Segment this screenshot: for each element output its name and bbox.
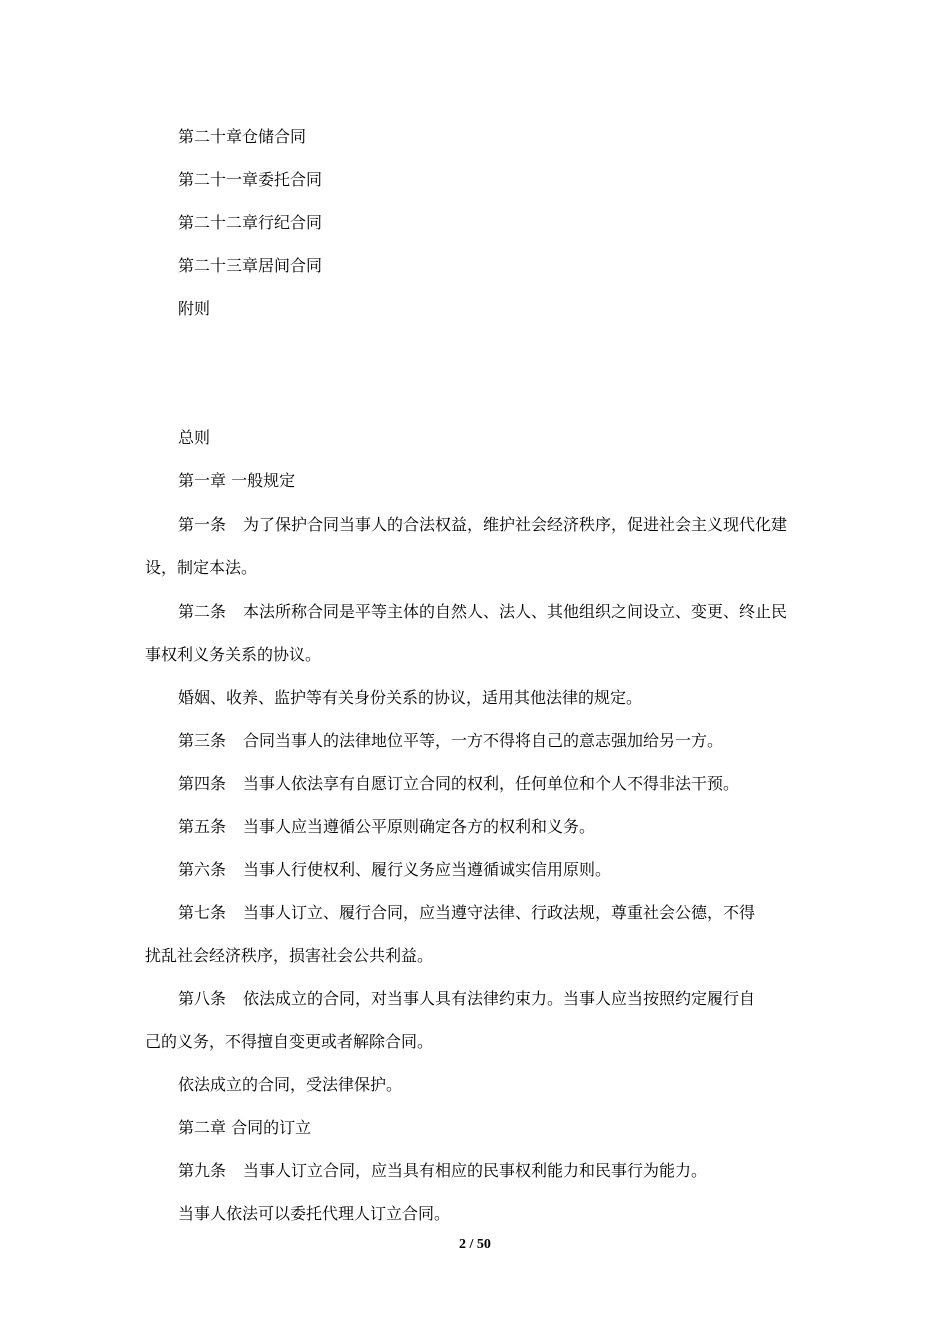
article-text: 为了保护合同当事人的合法权益，维护社会经济秩序，促进社会主义现代化建 [243,515,788,534]
article-5 [178,817,595,837]
article-text: 当事人应当遵循公平原则确定各方的权利和义务。 [243,817,596,836]
article-8-continuation: 己的义务，不得擅自变更或者解除合同。 [145,1032,434,1051]
article-text: 合同当事人的法律地位平等，一方不得将自己的意志强加给另一方。 [243,731,724,750]
article-text: 当事人订立、履行合同，应当遵守法律、行政法规，尊重社会公德，不得 [243,903,756,922]
article-6 [178,860,611,880]
article-2-continuation: 事权利义务关系的协议。 [145,645,322,664]
article-text: 当事人行使权利、履行义务应当遵循诚实信用原则。 [243,860,612,879]
article-3 [178,731,723,751]
general-provisions-heading: 总则 [178,428,211,447]
toc-chapter-21: 第二十一章委托合同 [178,170,323,189]
article-8 [178,989,755,1009]
article-8-paragraph-2: 依法成立的合同，受法律保护。 [178,1075,403,1094]
article-2 [178,602,787,622]
article-number: 第八条 [178,989,227,1008]
article-text: 本法所称合同是平等主体的自然人、法人、其他组织之间设立、变更、终止民 [243,602,788,621]
article-2-paragraph-2: 婚姻、收养、监护等有关身份关系的协议，适用其他法律的规定。 [178,688,643,707]
toc-supplementary: 附则 [178,299,211,318]
article-number: 第三条 [178,731,227,750]
article-1-continuation: 设，制定本法。 [145,558,258,577]
article-text: 依法成立的合同，对当事人具有法律约束力。当事人应当按照约定履行自 [243,989,756,1008]
toc-chapter-23: 第二十三章居间合同 [178,256,323,275]
page-number-footer: 2 / 50 [459,1237,491,1252]
article-number: 第七条 [178,903,227,922]
article-9-paragraph-2: 当事人依法可以委托代理人订立合同。 [178,1204,451,1223]
article-number: 第九条 [178,1161,227,1180]
article-1 [178,515,787,535]
article-number: 第六条 [178,860,227,879]
toc-chapter-22: 第二十二章行纪合同 [178,213,323,232]
chapter-1-heading: 第一章 一般规定 [178,471,296,490]
toc-chapter-20: 第二十章仓储合同 [178,127,307,146]
article-7 [178,903,755,923]
article-9 [178,1161,707,1181]
article-number: 第一条 [178,515,227,534]
article-7-continuation: 扰乱社会经济秩序，损害社会公共利益。 [145,946,434,965]
article-number: 第四条 [178,774,227,793]
article-number: 第五条 [178,817,227,836]
article-text: 当事人依法享有自愿订立合同的权利，任何单位和个人不得非法干预。 [243,774,740,793]
article-4 [178,774,739,794]
article-number: 第二条 [178,602,227,621]
article-text: 当事人订立合同，应当具有相应的民事权利能力和民事行为能力。 [243,1161,708,1180]
chapter-2-heading: 第二章 合同的订立 [178,1118,312,1137]
